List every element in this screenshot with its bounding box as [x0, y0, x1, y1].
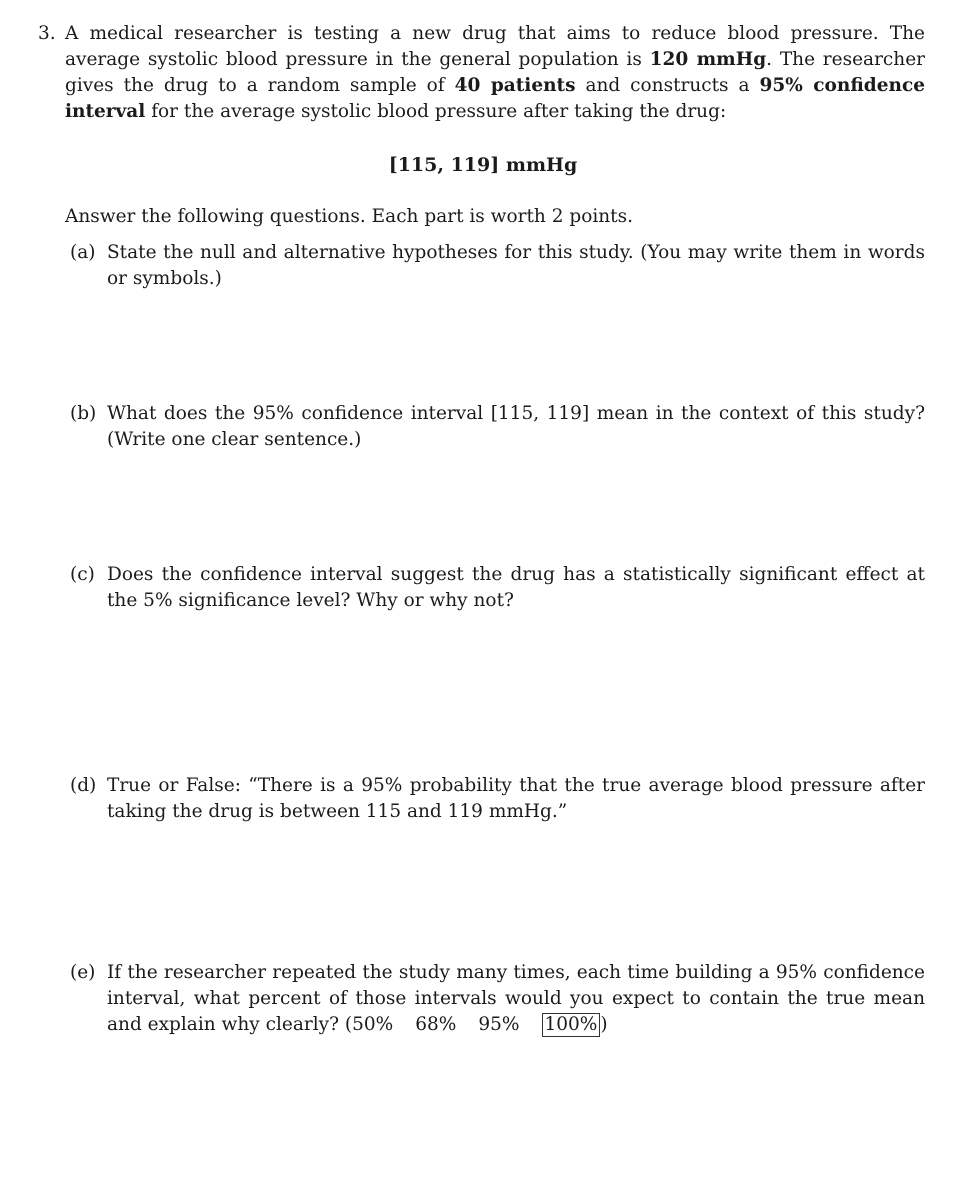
question-number: 3. [38, 23, 56, 44]
intro-text-1: A medical researcher is testing a new drug that aims to reduce blood pressure. The average systolic blood pressure in the general population is [65, 23, 925, 70]
part-e-text [107, 960, 925, 1038]
instruction-text: Answer the following questions. Each part is worth 2 points. [65, 206, 633, 227]
part-b-label: (b) [70, 403, 97, 424]
population-mean: 120 mmHg [649, 49, 767, 70]
part-c-text: Does the confidence interval suggest the drug has a statistically significant effect at the 5% significance level? Why or why not? [107, 564, 925, 611]
part-c-label: (c) [70, 564, 95, 585]
part-e-label: (e) [70, 962, 96, 983]
part-e-closing: ) [600, 1014, 608, 1035]
question-intro [65, 21, 925, 125]
intro-text-4: for the average systolic blood pressure after taking the drug: [145, 101, 727, 122]
part-d-label: (d) [70, 775, 97, 796]
confidence-phrase: 95% confidence interval [65, 75, 925, 122]
intro-text-2: . The researcher gives the drug to a random sample of [65, 49, 925, 96]
part-b-text: What does the 95% confidence interval [115, 119] mean in the context of this study? (Write one clear sentence.) [107, 403, 925, 450]
sample-size: 40 patients [454, 75, 576, 96]
option-50: 50% [352, 1014, 394, 1035]
part-a-text: State the null and alternative hypotheses for this study. (You may write them in words or symbols.) [107, 242, 925, 289]
option-95: 95% [478, 1014, 520, 1035]
option-68: 68% [415, 1014, 457, 1035]
part-d-text: True or False: “There is a 95% probability that the true average blood pressure after taking the drug is between 115 and 119 mmHg.” [107, 775, 925, 822]
part-e-question: If the researcher repeated the study many times, each time building a 95% confidence interval, what percent of those intervals would you expect to contain the true mean and explain why clearly? ( [107, 962, 925, 1035]
confidence-interval-display: [115, 119] mmHg [388, 154, 578, 176]
intro-text-3: and constructs a [575, 75, 760, 96]
option-100-circled: 100% [542, 1013, 601, 1037]
part-a-label: (a) [70, 242, 96, 263]
